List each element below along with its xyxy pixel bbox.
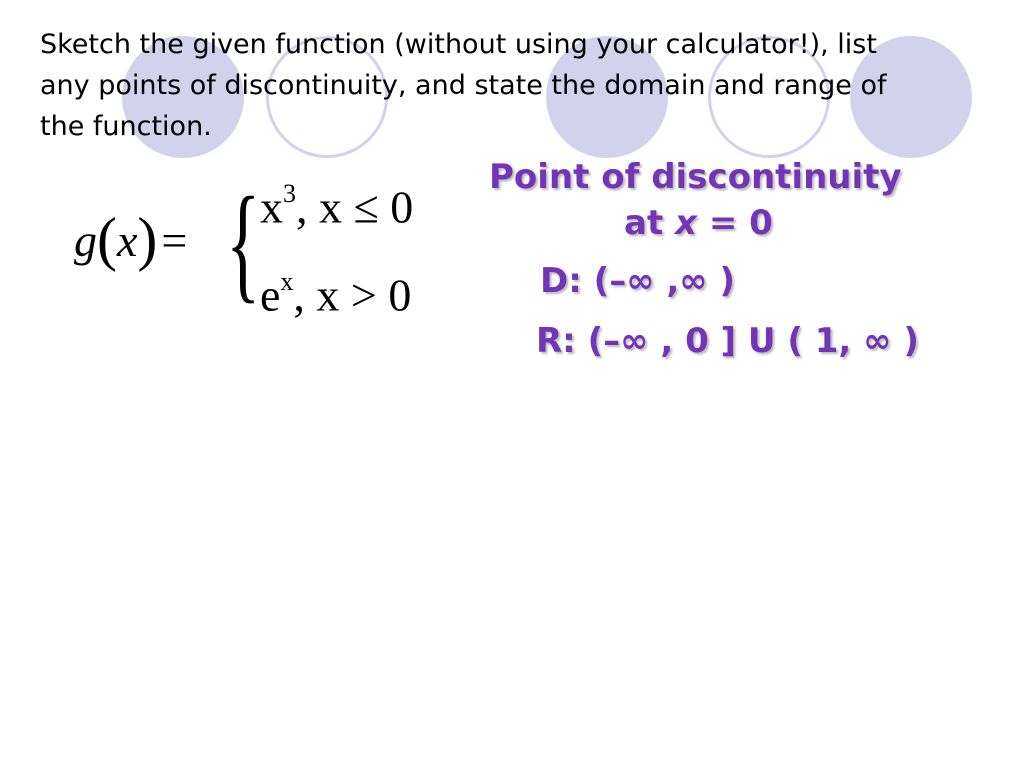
discontinuity-at-prefix: at [624,203,664,243]
case2-relation: > [350,269,377,321]
open-paren: ( [97,206,117,272]
range-answer: R: (–∞ , 0 ] U ( 1, ∞ ) [536,321,919,361]
case1-separator: , [296,181,308,233]
piecewise-case-1 [260,170,413,235]
case1-variable: x [319,181,342,233]
equals-sign: = [161,215,188,266]
function-lhs [74,206,187,271]
case2-variable: x [316,269,340,321]
case1-value: 0 [390,181,414,233]
prompt-line-1: Sketch the given function (without using your calculator!), list [40,29,877,60]
function-argument: x [116,215,138,266]
piecewise-brace: { [226,171,261,315]
piecewise-case-2 [260,258,411,323]
problem-prompt [40,24,1000,147]
case2-value: 0 [388,269,412,321]
domain-answer: D: (–∞ ,∞ ) [540,261,735,301]
case1-base: x [260,181,283,233]
case1-relation: ≤ [353,181,379,233]
discontinuity-variable: x [675,203,697,243]
case2-separator: , [293,269,305,321]
case2-base: e [260,269,281,321]
function-name: g [74,215,97,266]
prompt-line-2: any points of discontinuity, and state the domain and range of [40,70,887,101]
close-paren: ) [137,206,158,272]
discontinuity-title: Point of discontinuity [489,157,902,197]
discontinuity-location [624,200,773,246]
case1-exponent: 3 [283,179,296,208]
case2-exponent: x [280,267,294,296]
prompt-line-3: the function. [40,111,212,142]
discontinuity-value: = 0 [708,203,773,243]
